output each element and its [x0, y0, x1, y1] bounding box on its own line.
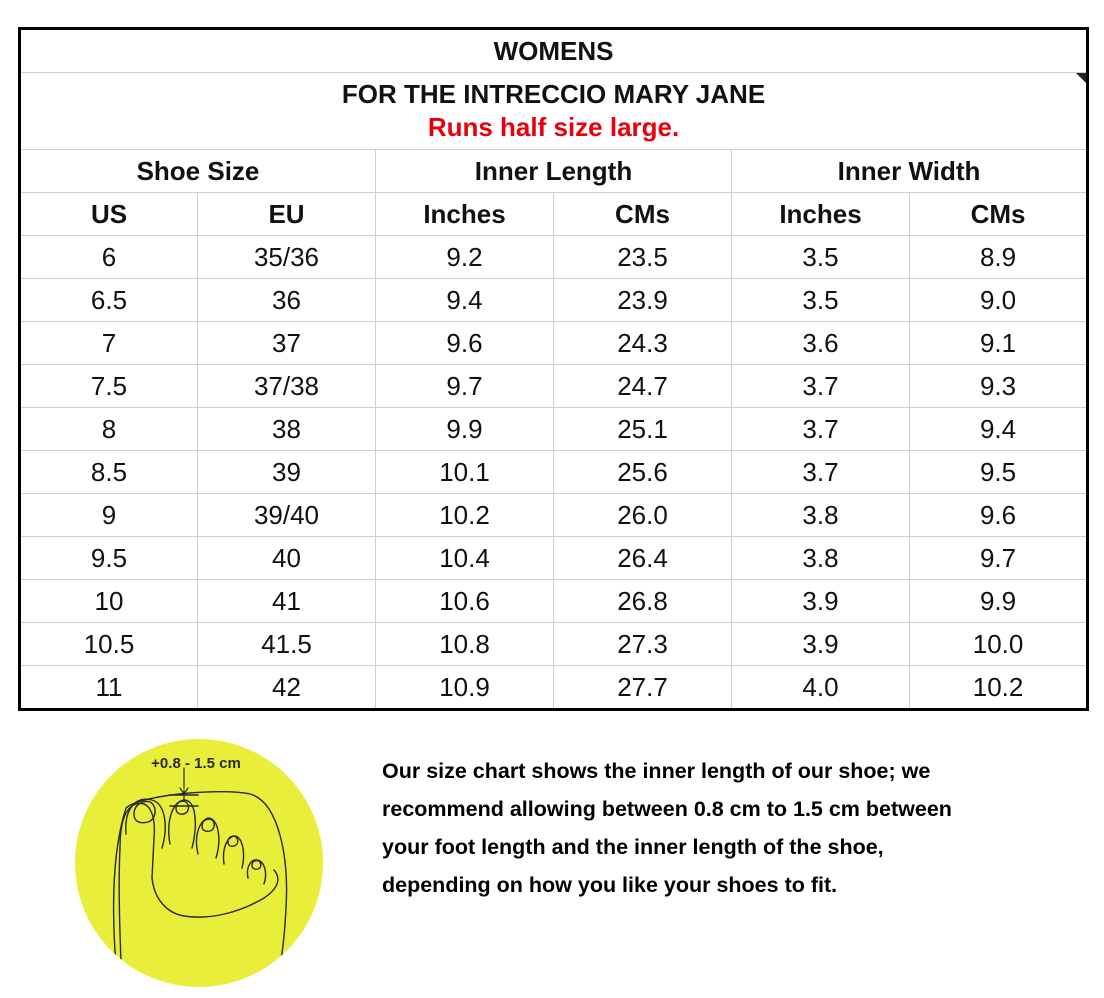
cell-us: 10 — [20, 580, 198, 623]
cell-width-inches: 3.7 — [732, 451, 910, 494]
gap-label: +0.8 - 1.5 cm — [151, 755, 241, 772]
cell-width-cms: 9.0 — [910, 279, 1088, 322]
table-row — [20, 623, 1088, 666]
cell-width-inches: 3.5 — [732, 279, 910, 322]
fit-note-line: recommend allowing between 0.8 cm to 1.5 cm between — [382, 797, 952, 821]
cell-eu: 35/36 — [198, 236, 376, 279]
cell-length-cms: 23.9 — [554, 279, 732, 322]
table-row — [20, 666, 1088, 710]
table-row — [20, 236, 1088, 279]
cell-width-cms: 9.6 — [910, 494, 1088, 537]
cell-us: 6.5 — [20, 279, 198, 322]
cell-length-cms: 24.3 — [554, 322, 732, 365]
size-rows — [20, 236, 1088, 710]
table-row — [20, 451, 1088, 494]
cell-eu: 37/38 — [198, 365, 376, 408]
cell-width-cms: 10.0 — [910, 623, 1088, 666]
cell-eu: 37 — [198, 322, 376, 365]
cell-length-inches: 10.9 — [376, 666, 554, 710]
cell-length-inches: 9.6 — [376, 322, 554, 365]
cell-width-cms: 10.2 — [910, 666, 1088, 710]
cell-width-inches: 3.7 — [732, 365, 910, 408]
cell-eu: 38 — [198, 408, 376, 451]
cell-length-cms: 26.8 — [554, 580, 732, 623]
cell-length-cms: 23.5 — [554, 236, 732, 279]
cell-width-inches: 3.9 — [732, 623, 910, 666]
group-inner-width: Inner Width — [732, 150, 1088, 193]
cell-length-cms: 27.7 — [554, 666, 732, 710]
cell-width-cms: 9.1 — [910, 322, 1088, 365]
cell-length-cms: 25.1 — [554, 408, 732, 451]
group-header-row — [20, 150, 1088, 193]
table-row — [20, 322, 1088, 365]
cell-width-cms: 9.7 — [910, 537, 1088, 580]
col-length-cms: CMs — [554, 193, 732, 236]
column-header-row — [20, 193, 1088, 236]
col-us: US — [20, 193, 198, 236]
cell-length-inches: 10.1 — [376, 451, 554, 494]
cell-us: 11 — [20, 666, 198, 710]
cell-length-cms: 26.0 — [554, 494, 732, 537]
table-row — [20, 408, 1088, 451]
cell-length-inches: 9.7 — [376, 365, 554, 408]
cell-eu: 41.5 — [198, 623, 376, 666]
cell-eu: 42 — [198, 666, 376, 710]
cell-length-inches: 9.2 — [376, 236, 554, 279]
foot-toe-gap-icon — [74, 738, 324, 988]
cell-us: 6 — [20, 236, 198, 279]
cell-eu: 39 — [198, 451, 376, 494]
fit-note-line: Our size chart shows the inner length of our shoe; we — [382, 759, 931, 783]
cell-width-inches: 3.6 — [732, 322, 910, 365]
table-row — [20, 279, 1088, 322]
subtitle-text: FOR THE INTRECCIO MARY JANE — [341, 79, 766, 109]
sizing-note: Runs half size large. — [427, 112, 680, 142]
fit-note-line: your foot length and the inner length of the shoe, — [382, 835, 884, 859]
fit-note-line: depending on how you like your shoes to fit. — [382, 873, 838, 897]
foot-illustration — [74, 738, 324, 988]
cell-length-inches: 10.4 — [376, 537, 554, 580]
table-row — [20, 494, 1088, 537]
cell-eu: 36 — [198, 279, 376, 322]
cell-width-cms: 9.9 — [910, 580, 1088, 623]
table-title — [20, 29, 1088, 73]
cell-width-inches: 3.8 — [732, 537, 910, 580]
cell-width-inches: 4.0 — [732, 666, 910, 710]
cell-us: 8 — [20, 408, 198, 451]
cell-us: 7.5 — [20, 365, 198, 408]
cell-width-inches: 3.9 — [732, 580, 910, 623]
table-row — [20, 580, 1088, 623]
cell-us: 10.5 — [20, 623, 198, 666]
size-chart-table — [18, 27, 1089, 711]
cell-length-cms: 26.4 — [554, 537, 732, 580]
cell-length-inches: 10.2 — [376, 494, 554, 537]
col-eu: EU — [198, 193, 376, 236]
table-subtitle — [20, 73, 1088, 150]
cell-length-inches: 9.4 — [376, 279, 554, 322]
cell-length-inches: 10.6 — [376, 580, 554, 623]
group-inner-length: Inner Length — [376, 150, 732, 193]
cell-us: 7 — [20, 322, 198, 365]
table-row — [20, 365, 1088, 408]
cell-length-cms: 27.3 — [554, 623, 732, 666]
col-length-inches: Inches — [376, 193, 554, 236]
cell-us: 9.5 — [20, 537, 198, 580]
cell-us: 8.5 — [20, 451, 198, 494]
cell-width-inches: 3.8 — [732, 494, 910, 537]
cell-us: 9 — [20, 494, 198, 537]
cell-width-inches: 3.7 — [732, 408, 910, 451]
cell-length-inches: 10.8 — [376, 623, 554, 666]
cell-width-cms: 9.3 — [910, 365, 1088, 408]
cell-width-cms: 8.9 — [910, 236, 1088, 279]
cell-length-cms: 25.6 — [554, 451, 732, 494]
cell-length-inches: 9.9 — [376, 408, 554, 451]
title-text: WOMENS — [493, 35, 614, 66]
cell-width-cms: 9.4 — [910, 408, 1088, 451]
col-width-cms: CMs — [910, 193, 1088, 236]
group-shoe-size: Shoe Size — [20, 150, 376, 193]
col-width-inches: Inches — [732, 193, 910, 236]
cell-eu: 41 — [198, 580, 376, 623]
fit-note — [382, 752, 1062, 904]
cell-width-inches: 3.5 — [732, 236, 910, 279]
cell-width-cms: 9.5 — [910, 451, 1088, 494]
cell-eu: 39/40 — [198, 494, 376, 537]
cell-length-cms: 24.7 — [554, 365, 732, 408]
cell-eu: 40 — [198, 537, 376, 580]
table-row — [20, 537, 1088, 580]
corner-mark-icon — [1076, 73, 1086, 83]
